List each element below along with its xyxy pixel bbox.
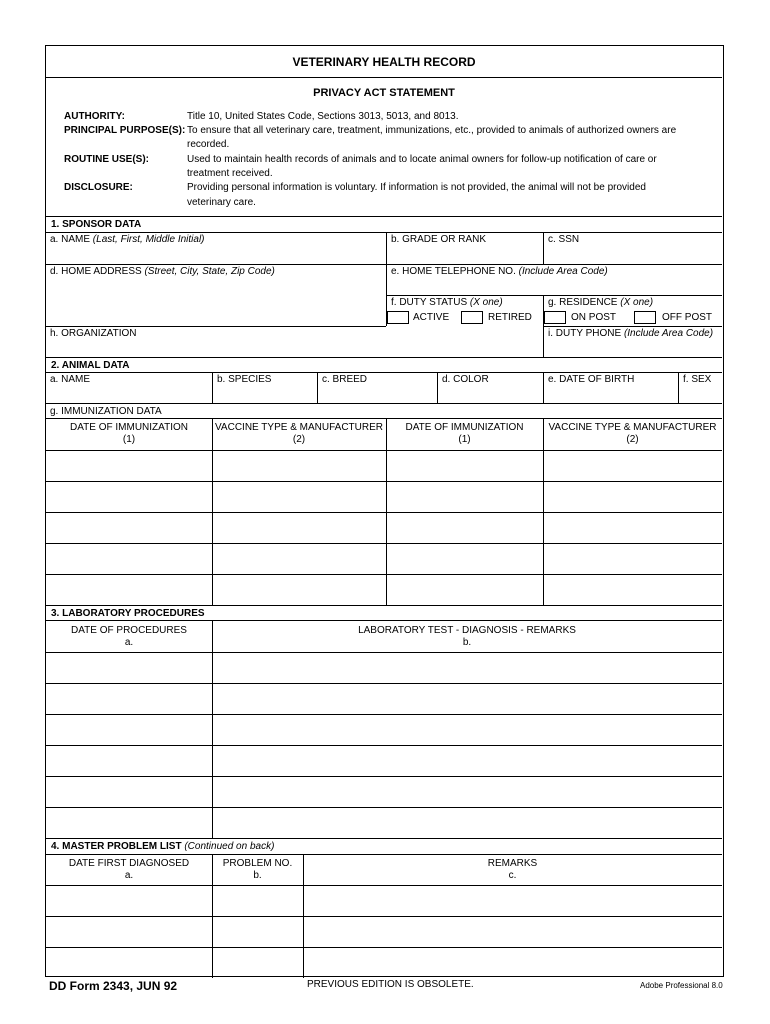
routine-text-line1: Used to maintain health records of animals and to locate animal owners for follow-up notification of care or (187, 154, 657, 165)
routine-text-line2: treatment received. (187, 168, 273, 179)
divider (46, 652, 722, 653)
home-phone-label: e. HOME TELEPHONE NO. (391, 266, 519, 277)
divider (46, 264, 722, 265)
divider (543, 232, 544, 264)
breed-field[interactable]: c. BREED (322, 374, 368, 385)
routine-label: ROUTINE USE(S): (64, 154, 149, 165)
table-row[interactable] (46, 745, 722, 746)
table-row[interactable] (46, 916, 722, 917)
sponsor-heading: 1. SPONSOR DATA (51, 219, 142, 230)
divider (46, 620, 722, 621)
immunization-col-1b: (1) (458, 434, 471, 445)
divider (46, 605, 722, 606)
residence-text: g. RESIDENCE (548, 297, 621, 308)
divider (46, 403, 722, 404)
duty-phone-field[interactable] (548, 328, 713, 340)
divider (386, 295, 722, 296)
residence-label (548, 297, 653, 309)
retired-checkbox[interactable] (461, 311, 483, 324)
grade-rank-field[interactable]: b. GRADE OR RANK (391, 234, 487, 245)
duty-status-text: f. DUTY STATUS (391, 297, 470, 308)
divider (46, 418, 722, 419)
retired-label: RETIRED (488, 312, 532, 323)
divider (46, 372, 722, 373)
lab-col-a: a. (124, 637, 134, 648)
sex-field[interactable]: f. SEX (683, 374, 712, 385)
color-field[interactable]: d. COLOR (442, 374, 489, 385)
problem-col-b: b. (253, 870, 262, 881)
residence-hint: (X one) (620, 297, 654, 308)
authority-label: AUTHORITY: (64, 111, 125, 122)
divider (46, 77, 722, 78)
form-number: DD Form 2343, JUN 92 (49, 979, 178, 993)
organization-field[interactable]: h. ORGANIZATION (50, 328, 137, 339)
problems-heading-hint: (Continued on back) (184, 841, 275, 852)
divider (212, 372, 213, 403)
divider (46, 450, 722, 451)
divider (317, 372, 318, 403)
problems-heading (51, 841, 274, 853)
divider (46, 326, 386, 327)
on-post-checkbox[interactable] (544, 311, 566, 324)
off-post-checkbox[interactable] (634, 311, 656, 324)
divider (46, 216, 722, 217)
immunization-date-header-2: DATE OF IMMUNIZATION (405, 422, 524, 433)
home-phone-hint: (Include Area Code) (518, 266, 608, 277)
table-row[interactable] (46, 543, 722, 544)
purpose-text-line1: To ensure that all veterinary care, treatment, immunizations, etc., provided to animals of authorized owners are (187, 125, 677, 136)
vaccine-header-2: VACCINE TYPE & MANUFACTURER (548, 422, 717, 433)
health-record-form (45, 45, 724, 977)
problem-col-c: c. (508, 870, 517, 881)
purpose-text-line2: recorded. (187, 139, 230, 150)
problem-date-header: DATE FIRST DIAGNOSED (68, 858, 190, 869)
immunization-col-1: (1) (122, 434, 136, 445)
vaccine-col-2: (2) (292, 434, 306, 445)
divider (46, 838, 722, 839)
disclosure-text-line2: veterinary care. (187, 197, 256, 208)
divider (386, 232, 387, 264)
vaccine-header-1: VACCINE TYPE & MANUFACTURER (215, 422, 383, 433)
species-field[interactable]: b. SPECIES (217, 374, 272, 385)
table-row[interactable] (46, 714, 722, 715)
lab-date-header: DATE OF PROCEDURES (71, 625, 187, 636)
divider (678, 372, 679, 403)
table-row[interactable] (46, 947, 722, 948)
purpose-label: PRINCIPAL PURPOSE(S): (64, 125, 186, 136)
immunization-date-header-1: DATE OF IMMUNIZATION (70, 422, 188, 433)
software-note: Adobe Professional 8.0 (640, 981, 723, 990)
home-phone-field[interactable] (391, 266, 608, 278)
on-post-label: ON POST (571, 312, 617, 323)
date-of-birth-field[interactable]: e. DATE OF BIRTH (548, 374, 635, 385)
authority-text: Title 10, United States Code, Sections 3013, 5013, and 8013. (187, 111, 459, 122)
ssn-field[interactable]: c. SSN (548, 234, 580, 245)
home-address-hint: (Street, City, State, Zip Code) (144, 266, 275, 277)
duty-status-hint: (X one) (469, 297, 503, 308)
sponsor-name-field[interactable] (50, 234, 205, 246)
animal-name-field[interactable]: a. NAME (50, 374, 91, 385)
lab-col-b: b. (462, 637, 472, 648)
sponsor-name-hint: (Last, First, Middle Initial) (92, 234, 205, 245)
duty-status-label (391, 297, 503, 309)
active-label: ACTIVE (413, 312, 450, 323)
disclosure-label: DISCLOSURE: (64, 182, 133, 193)
privacy-heading: PRIVACY ACT STATEMENT (313, 87, 455, 99)
obsolete-notice: PREVIOUS EDITION IS OBSOLETE. (307, 979, 474, 990)
lab-heading: 3. LABORATORY PROCEDURES (51, 608, 205, 619)
problem-col-a: a. (124, 870, 134, 881)
table-row[interactable] (46, 481, 722, 482)
divider (543, 326, 722, 327)
animal-heading: 2. ANIMAL DATA (51, 360, 130, 371)
divider (46, 357, 722, 358)
divider (46, 232, 722, 233)
duty-phone-label: i. DUTY PHONE (548, 328, 624, 339)
disclosure-text-line1: Providing personal information is voluntary. If information is not provided, the animal will not be provided (187, 182, 646, 193)
problem-no-header: PROBLEM NO. (222, 858, 293, 869)
home-address-label: d. HOME ADDRESS (50, 266, 145, 277)
vaccine-col-2b: (2) (626, 434, 639, 445)
form-title: VETERINARY HEALTH RECORD (292, 55, 476, 69)
duty-phone-hint: (Include Area Code) (623, 328, 714, 339)
divider (46, 885, 722, 886)
divider (46, 854, 722, 855)
lab-test-header: LABORATORY TEST - DIAGNOSIS - REMARKS (358, 625, 576, 636)
off-post-label: OFF POST (662, 312, 712, 323)
table-row[interactable] (46, 683, 722, 684)
divider (437, 372, 438, 403)
divider (543, 372, 544, 403)
problems-heading-text: 4. MASTER PROBLEM LIST (51, 841, 185, 852)
remarks-header: REMARKS (487, 858, 538, 869)
table-row[interactable] (46, 807, 722, 808)
home-address-field[interactable] (50, 266, 275, 278)
table-row[interactable] (46, 512, 722, 513)
sponsor-name-label: a. NAME (50, 234, 93, 245)
active-checkbox[interactable] (387, 311, 409, 324)
immunization-label: g. IMMUNIZATION DATA (50, 406, 162, 417)
table-row[interactable] (46, 776, 722, 777)
table-row[interactable] (46, 574, 722, 575)
